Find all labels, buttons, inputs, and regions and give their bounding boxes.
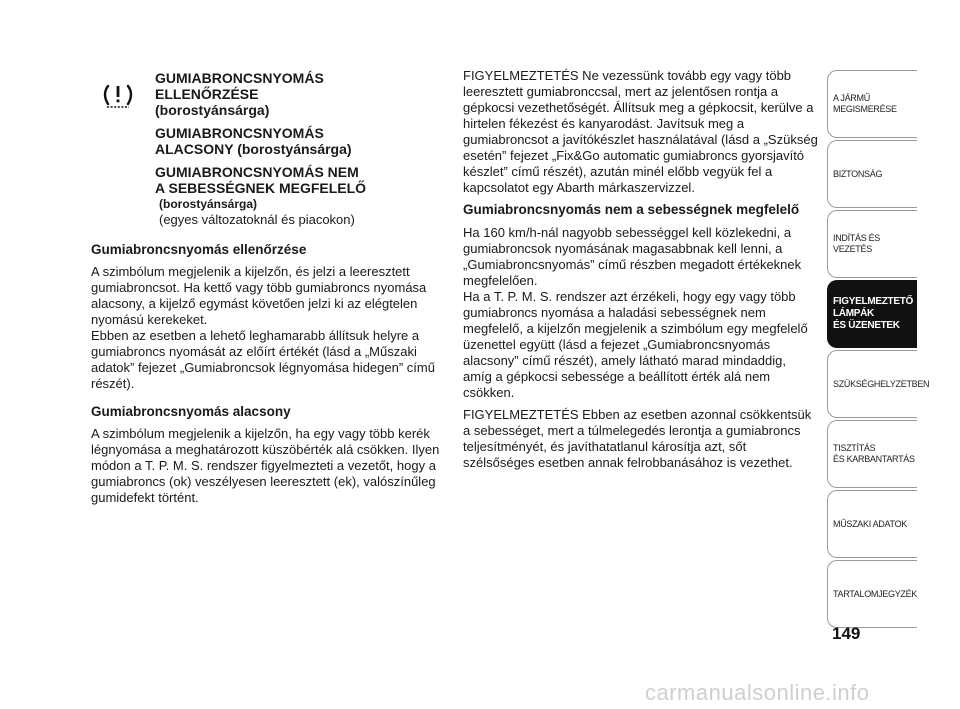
paragraph: A szimbólum megjelenik a kijelzőn, és jelzi a leeresztett gumiabroncsot. Ha kettő vagy több gumiabroncs nyomása alacsony, a kijelző egymást követően jelzi ki az elégtelen nyomású kerekeket. — [91, 264, 427, 327]
paragraph: Ha a T. P. M. S. rendszer azt érzékeli, hogy egy vagy több gumiabroncs nyomása a haladási sebességnek nem megfelelő, a kijelzőn megjelenik a szimbólum egy megfelelő üzenettel együtt (lásd a fejezet „Gumiabroncsnyomás alacsony” című részét), amely látható marad mindaddig, amíg a gépkocsi sebessége a beállított érték alá nem csökken. — [463, 289, 808, 400]
tab-inditas-es-vezetes[interactable] — [827, 210, 917, 278]
watermark: carmanualsonline.info — [645, 680, 870, 705]
paragraph: Ebben az esetben a lehető leghamarabb állítsuk helyre a gumiabroncs nyomását az előírt értékét (lásd a „Műszaki adatok” fejezet „Gumiabroncsok légnyomása hidegen” című részét). — [91, 328, 435, 391]
warning-note: (egyes változatoknál és piacokon) — [159, 212, 355, 227]
warning-titles — [155, 70, 455, 228]
section-heading-low: Gumiabroncsnyomás alacsony — [91, 404, 291, 419]
paragraph: A szimbólum megjelenik a kijelzőn, ha egy vagy több kerék légnyomása a meghatározott küszöbérték alá csökken. Ilyen módon a T. P. M. S. rendszer figyelmezteti a vezetőt, hogy a gumiabroncs (ok) veszélyesen leeresztett (ek), valószínűleg gumidefekt történt. — [91, 426, 440, 505]
tire-pressure-warning-icon — [101, 82, 135, 112]
tab-label: A JÁRMŰ MEGISMERÉSE — [833, 93, 897, 114]
tab-szukseghelyzetben[interactable] — [827, 350, 930, 418]
warning-paragraph: FIGYELMEZTETÉS Ebben az esetben azonnal csökkentsük a sebességet, mert a túlmelegedés lerontja a gumiabroncs teljesítményét, és javíthatatlanul károsítja azt, sőt szélsőséges esetben annak felrobbanásához is vezethet. — [463, 407, 812, 470]
warning-title-speed-2: A SEBESSÉGNEK MEGFELELŐ — [155, 180, 367, 196]
chapter-tabs — [827, 70, 930, 630]
tab-figyelmezteto-lampak[interactable] — [827, 280, 917, 348]
tab-jarmu-megismerese[interactable] — [827, 70, 917, 138]
page-number: 149 — [832, 624, 861, 643]
left-column — [91, 70, 451, 511]
section-heading-check: Gumiabroncsnyomás ellenőrzése — [91, 242, 307, 257]
tab-label: MŰSZAKI ADATOK — [833, 518, 907, 529]
tab-label: SZÜKSÉGHELYZETBEN — [833, 378, 930, 389]
tab-biztonsag[interactable] — [827, 140, 917, 208]
section-heading-speed: Gumiabroncsnyomás nem a sebességnek megfelelő — [463, 202, 800, 217]
tab-tisztitas-es-karbantartas[interactable] — [827, 420, 917, 488]
tab-label: TISZTÍTÁS ÉS KARBANTARTÁS — [833, 443, 915, 464]
paragraph: Ha 160 km/h-nál nagyobb sebességgel kell közlekedni, a gumiabroncsok nyomásának magasabbnak kell lenni, a „Gumiabroncsnyomás” című részben megadott értékeknek megfelelően. — [463, 225, 802, 288]
tab-label: TARTALOMJEGYZÉK — [833, 588, 918, 599]
warning-row — [91, 70, 451, 230]
warning-title-speed: GUMIABRONCSNYOMÁS NEM — [155, 164, 359, 180]
warning-title-speed-color: (borostyánsárga) — [159, 197, 258, 211]
warning-title-check-2: ELLENŐRZÉSE — [155, 86, 259, 102]
right-column — [463, 68, 818, 477]
tab-tartalomjegyzek[interactable] — [827, 560, 917, 628]
tab-muszaki-adatok[interactable] — [827, 490, 917, 558]
tab-label: INDÍTÁS ÉS VEZETÉS — [833, 233, 881, 254]
warning-title-low: GUMIABRONCSNYOMÁS — [155, 125, 324, 141]
tab-label: FIGYELMEZTETŐ LÁMPÁK ÉS ÜZENETEK — [833, 296, 913, 331]
warning-title-low-2: ALACSONY (borostyánsárga) — [155, 141, 352, 157]
warning-title-check: GUMIABRONCSNYOMÁS — [155, 70, 324, 86]
warning-title-check-color: (borostyánsárga) — [155, 102, 270, 118]
warning-paragraph: FIGYELMEZTETÉS Ne vezessünk tovább egy vagy több leeresztett gumiabronccsal, mert az jelentősen rontja a gépkocsi vezethetőségét. Állítsuk meg a gépkocsit, kerülve a hirtelen fékezést és kanyarodást. Javítsuk meg a gumiabroncsot a javítókészlet használatával (lásd a „Szükség esetén” fejezet „Fix&Go automatic gumiabroncs gyorsjavító készlet” című részét), azután minél előbb vegyük fel a kapcsolatot egy Abarth márkaszervizzel. — [463, 68, 818, 195]
tab-label: BIZTONSÁG — [833, 168, 883, 179]
